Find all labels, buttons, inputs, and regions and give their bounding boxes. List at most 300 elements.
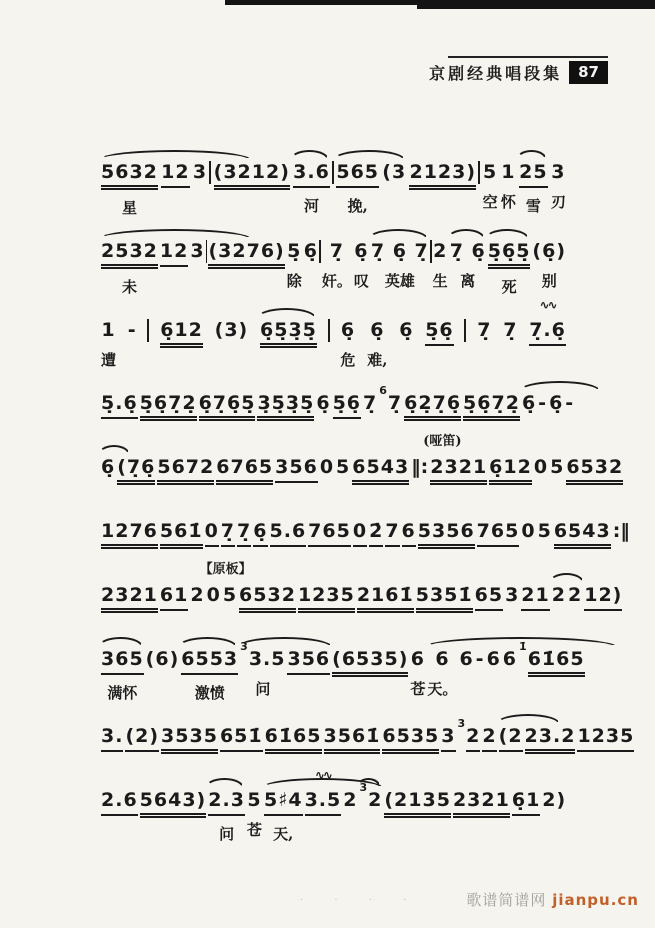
- note-token: [222, 583, 238, 607]
- note-text: 5̣6̣: [333, 391, 361, 419]
- note-text: 651̇: [220, 724, 263, 752]
- note-text: (3276): [208, 239, 284, 269]
- music-system: [100, 519, 630, 549]
- note-text: 3535: [161, 724, 218, 754]
- note-text: 5̣.6̣: [101, 391, 138, 419]
- note-text: 2: [190, 584, 205, 606]
- tremolo-mark: ∿∿: [314, 768, 331, 782]
- note-token: [198, 391, 257, 421]
- note-text: 565: [336, 160, 379, 188]
- note-token: [362, 391, 378, 415]
- note-text: 5351̇: [416, 583, 473, 613]
- note-token: [488, 455, 533, 485]
- note-text: 7̣: [363, 392, 378, 414]
- note-text: 7̣ 6̣: [449, 240, 486, 262]
- note-token: [551, 583, 567, 607]
- note-token: [199, 562, 252, 607]
- note-token: [432, 239, 449, 290]
- note-text: 6532: [566, 455, 623, 485]
- note-token: [192, 160, 208, 184]
- note-token: [263, 788, 304, 843]
- note-token: [457, 717, 482, 752]
- note-token: [549, 455, 565, 479]
- scan-dots: · · · ·: [300, 895, 421, 906]
- note-text: 1235: [298, 583, 355, 613]
- note-text: -: [538, 392, 548, 414]
- slur-arc: [485, 229, 530, 239]
- note-text: 6̣: [521, 392, 537, 414]
- note-text: 3: [505, 584, 520, 606]
- note-text: 21: [521, 583, 549, 611]
- note-text: 5̣6̣7̣2̣: [140, 391, 197, 421]
- note-text: 7̣: [329, 240, 344, 262]
- note-token: [521, 391, 537, 415]
- note-text: 5643): [140, 788, 207, 818]
- note-token: [256, 391, 315, 421]
- note-token: [215, 455, 274, 485]
- note-text: (2135: [384, 788, 451, 818]
- note-token: [207, 239, 285, 269]
- note-text: 0: [521, 520, 536, 542]
- music-system: [100, 160, 567, 217]
- note-token: [403, 391, 462, 421]
- header: [429, 61, 608, 84]
- note-text: 25: [519, 160, 547, 188]
- note-text: 1: [501, 161, 516, 183]
- grace-note: 3: [359, 781, 368, 794]
- note-text: 6̣: [399, 319, 414, 341]
- note-token: [415, 583, 474, 613]
- note-token: [297, 583, 356, 613]
- note-text: 6: [502, 648, 518, 670]
- lyric: 生: [432, 272, 448, 290]
- note-text: 356: [275, 455, 318, 483]
- note-text: 3: [551, 161, 566, 183]
- slur-arc: [516, 150, 546, 160]
- note-token: [482, 160, 499, 211]
- note-text: 2321: [101, 583, 158, 613]
- slur-arc: [290, 150, 329, 160]
- note-text: 61̇65: [265, 724, 322, 754]
- note-token: [533, 455, 549, 479]
- grace-note: 3: [240, 640, 248, 653]
- note-token: [565, 455, 624, 485]
- note-token: [524, 724, 577, 754]
- note-text: 2: [433, 240, 448, 262]
- note-text: 3.5: [248, 648, 286, 670]
- note-text: 6̣5̣3̣5̣: [260, 318, 317, 348]
- note-token: [220, 519, 236, 547]
- note-text: 5.6: [270, 519, 307, 547]
- note-token: [351, 455, 410, 485]
- lyric: 别: [541, 272, 557, 290]
- note-text: 3.6: [293, 160, 330, 188]
- note-token: [474, 583, 504, 611]
- note-text: 6̣: [549, 392, 564, 414]
- note-text: 6̣: [101, 456, 116, 478]
- note-token: [564, 391, 575, 415]
- note-token: [378, 384, 403, 415]
- note-token: [583, 583, 623, 611]
- note-text: (6535): [332, 647, 408, 677]
- note-text: 7: [385, 519, 399, 547]
- note-token: [246, 788, 263, 839]
- grace-note: 3: [457, 717, 466, 730]
- note-text: 2: [482, 724, 496, 752]
- note-token: [504, 583, 520, 607]
- note-text: 7̣.6̣: [529, 318, 566, 346]
- lyric: 挽,: [347, 197, 368, 215]
- note-text: (2): [125, 724, 159, 752]
- note-text: 2123): [409, 160, 476, 190]
- note-token: [353, 239, 370, 290]
- slur-arc: [519, 381, 600, 391]
- note-text: 6̣: [370, 319, 385, 341]
- note-token: [408, 160, 477, 190]
- note-token: [553, 519, 612, 549]
- music-system: [100, 717, 635, 754]
- note-token: [481, 724, 497, 752]
- note-token: [518, 640, 586, 677]
- watermark: [466, 889, 639, 910]
- note-token: [567, 583, 583, 607]
- note-token: [332, 391, 362, 419]
- note-text: 2): [542, 789, 567, 811]
- note-token: [487, 239, 532, 296]
- note-text: 5̣6̣7̣2̣: [463, 391, 520, 421]
- note-text: 5632: [101, 160, 158, 190]
- note-token: [423, 434, 488, 485]
- note-text: 6̣2̣7̣6̣: [404, 391, 461, 421]
- note-token: [159, 318, 204, 348]
- note-text: 6̣12: [489, 455, 532, 485]
- note-token: [238, 583, 297, 613]
- note-text: 5: [482, 161, 498, 183]
- music-system: [100, 768, 567, 843]
- note-text: 3.: [101, 724, 123, 752]
- note-text: 6̣7̣6̣5̣: [199, 391, 256, 421]
- note-token: [452, 788, 511, 818]
- note-token: [252, 519, 268, 547]
- note-text: ‖:: [411, 456, 429, 478]
- note-text: 0: [353, 519, 367, 547]
- note-text: (2: [499, 724, 523, 752]
- note-text: 365: [101, 647, 144, 675]
- note-token: [304, 768, 343, 816]
- note-token: [550, 160, 567, 211]
- note-token: [426, 647, 458, 698]
- note-token: [180, 647, 239, 702]
- note-text: 2̇: [369, 519, 383, 547]
- note-text: 6535: [382, 724, 439, 754]
- score: [100, 150, 635, 865]
- note-text: 1276: [101, 519, 158, 549]
- grace-note: 1̇: [519, 640, 527, 653]
- lyric: 满怀: [107, 684, 138, 702]
- note-token: [500, 160, 517, 211]
- note-token: [502, 318, 518, 342]
- note-token: [502, 647, 518, 671]
- note-token: [398, 318, 414, 342]
- note-text: -: [127, 319, 137, 341]
- lyric: 难,: [367, 351, 388, 369]
- grace-note: 6: [379, 384, 387, 397]
- note-text: 6̣: [253, 519, 267, 547]
- note-token: [356, 583, 415, 613]
- note-text: 65: [475, 583, 503, 611]
- note-text: 61: [160, 583, 188, 611]
- note-text: 6: [459, 648, 474, 670]
- note-text: 2321: [453, 788, 510, 818]
- note-token: [264, 724, 323, 754]
- note-token: [531, 239, 567, 290]
- note-token: [145, 647, 181, 671]
- note-text: -: [565, 392, 575, 414]
- slur-arc: [333, 150, 404, 160]
- slur-arc: [98, 150, 251, 160]
- lyric: 河: [303, 197, 319, 215]
- note-text: 7̣: [477, 319, 492, 341]
- scan-top-border-thick: [417, 0, 655, 9]
- note-text: 12: [161, 160, 189, 188]
- note-token: [100, 455, 116, 479]
- note-text: 7̣: [237, 519, 251, 547]
- note-text: (3: [382, 161, 407, 183]
- note-token: [100, 519, 159, 549]
- note-token: [204, 519, 220, 547]
- note-text: 1: [101, 319, 116, 341]
- note-text: 561̇: [160, 519, 203, 549]
- note-token: [366, 318, 388, 369]
- slur-arc: [368, 229, 428, 239]
- note-text: 3: [192, 161, 208, 183]
- note-text: 6̣: [354, 240, 369, 262]
- note-token: [528, 298, 567, 346]
- lyric: 问: [219, 825, 235, 843]
- note-token: [352, 519, 368, 547]
- note-text: (6̣): [532, 240, 567, 262]
- note-token: [292, 160, 331, 215]
- note-text: 23.2: [525, 724, 576, 754]
- slur-arc: [549, 573, 585, 583]
- lyric: 叹: [353, 272, 369, 290]
- slur-arc: [205, 778, 244, 788]
- note-text: 5̣6̣: [425, 318, 453, 346]
- note-token: [100, 724, 124, 752]
- note-text: 3: [441, 724, 455, 752]
- watermark-domain-link[interactable]: jianpu.cn: [552, 891, 639, 909]
- note-text: 2532: [101, 239, 158, 269]
- lyric: 死: [501, 278, 517, 296]
- note-token: [541, 788, 567, 812]
- note-token: [342, 788, 358, 812]
- note-token: [127, 318, 138, 342]
- note-token: [303, 239, 319, 263]
- note-token: [100, 160, 159, 217]
- note-text: 2.6: [101, 788, 138, 816]
- barline: [478, 161, 480, 184]
- lyric: 除: [286, 272, 302, 290]
- barline: [464, 319, 466, 342]
- note-text: 5: [247, 789, 262, 811]
- note-text: 6: [486, 648, 501, 670]
- note-token: [537, 391, 548, 415]
- note-token: [520, 519, 536, 543]
- note-text: (3): [214, 319, 249, 341]
- barline: [209, 161, 211, 184]
- note-token: [331, 647, 409, 677]
- note-token: [160, 724, 219, 754]
- note-token: [537, 519, 553, 543]
- note-text: 6543: [554, 519, 611, 549]
- music-system: [100, 384, 575, 421]
- lyric: 空: [482, 193, 498, 211]
- lyric: 天,: [273, 825, 294, 843]
- note-text: 6: [435, 648, 450, 670]
- note-text: 5: [222, 584, 238, 606]
- note-text: 2: [466, 724, 480, 752]
- slur-arc: [178, 637, 237, 647]
- note-token: [370, 239, 430, 290]
- note-token: [189, 239, 205, 263]
- note-token: [368, 519, 384, 547]
- music-system: [100, 640, 585, 702]
- music-system: [100, 434, 624, 485]
- note-text: 6532: [239, 583, 296, 613]
- barline: [147, 319, 149, 342]
- header-rule: [448, 56, 608, 58]
- note-text: 6̣1: [512, 788, 540, 816]
- note-token: [458, 647, 474, 671]
- note-token: [381, 724, 440, 754]
- note-text: (6): [145, 648, 180, 670]
- tremolo-mark: ∿∿: [539, 298, 556, 312]
- note-text: 5: [336, 456, 351, 478]
- note-text: 6: [410, 648, 426, 670]
- note-token: [307, 519, 352, 547]
- note-text: 5̣: [287, 240, 302, 262]
- repeat-sign: [612, 519, 631, 543]
- note-text: 3561̇: [324, 724, 381, 754]
- lyric: 问: [255, 680, 271, 698]
- note-text: 5̣6̣5̣: [488, 239, 531, 269]
- note-token: [498, 724, 524, 752]
- lyric: 雪: [525, 197, 541, 215]
- note-text: 0: [533, 456, 549, 478]
- note-token: [189, 583, 205, 607]
- note-token: [339, 318, 356, 369]
- note-text: 6̣: [303, 240, 318, 262]
- note-text: 61̇65: [528, 647, 585, 677]
- note-token: [214, 318, 250, 342]
- note-token: [100, 318, 117, 369]
- music-system: [100, 562, 623, 613]
- note-token: [511, 788, 541, 816]
- lyric: 怀: [500, 193, 516, 211]
- note-text: 6̣: [316, 392, 331, 414]
- note-token: [236, 519, 252, 547]
- note-token: [100, 647, 145, 702]
- section-label: (哑笛): [423, 434, 462, 449]
- note-token: [401, 519, 417, 547]
- note-token: [476, 519, 521, 547]
- note-token: [116, 455, 156, 485]
- note-text: 765: [308, 519, 351, 547]
- lyric: 苍: [246, 821, 262, 839]
- note-text: 765: [477, 519, 520, 547]
- note-token: [100, 788, 139, 816]
- note-text: 3.5: [305, 788, 342, 816]
- barline: [332, 161, 334, 184]
- slur-arc: [447, 229, 485, 239]
- barline: [328, 319, 330, 342]
- note-token: [518, 160, 548, 215]
- note-text: 6543: [352, 455, 409, 485]
- note-text: 6: [402, 519, 416, 547]
- note-token: [576, 724, 635, 752]
- note-token: [381, 160, 407, 184]
- note-token: [286, 239, 303, 290]
- note-text: 2.3: [208, 788, 245, 816]
- note-token: [239, 640, 286, 698]
- note-text: 6765: [216, 455, 273, 485]
- note-token: [323, 724, 382, 754]
- note-text: 3: [190, 240, 205, 262]
- note-token: [424, 318, 454, 346]
- slur-arc: [98, 229, 251, 239]
- lyric: 未: [121, 278, 137, 296]
- note-token: [219, 724, 264, 752]
- note-text: 2: [343, 789, 358, 811]
- note-text: 12: [160, 239, 188, 267]
- note-token: [409, 647, 426, 698]
- note-text: 0: [205, 519, 219, 547]
- note-token: [383, 788, 452, 818]
- note-token: [156, 455, 215, 485]
- watermark-site-name: 歌谱简谱网: [466, 891, 547, 909]
- note-token: [520, 583, 550, 611]
- note-text: 0: [319, 456, 335, 478]
- note-text: 3̣5̣3̣5̣: [257, 391, 314, 421]
- music-system: [100, 298, 567, 369]
- slur-arc: [98, 637, 143, 647]
- note-token: [207, 788, 246, 843]
- note-token: [100, 583, 159, 613]
- note-token: [139, 391, 198, 421]
- note-token: [139, 788, 208, 818]
- note-token: [213, 160, 291, 190]
- note-text: 356: [287, 647, 330, 675]
- note-token: [100, 239, 159, 296]
- note-token: [321, 239, 353, 290]
- note-token: [319, 455, 335, 479]
- note-text: 7̣: [387, 392, 403, 414]
- note-token: [417, 519, 476, 549]
- note-text: :‖: [612, 520, 630, 542]
- note-token: [358, 781, 383, 812]
- lyric: 刃: [550, 193, 566, 211]
- note-text: 5♯4: [264, 788, 303, 816]
- note-text: 2: [368, 789, 383, 811]
- lyric: 天。: [427, 680, 458, 698]
- note-token: [159, 239, 189, 267]
- note-token: [100, 391, 139, 419]
- note-text: 2161̇: [357, 583, 414, 613]
- lyric: 离: [460, 272, 476, 290]
- note-token: [286, 647, 331, 675]
- note-token: [335, 160, 380, 215]
- slur-arc: [257, 308, 316, 318]
